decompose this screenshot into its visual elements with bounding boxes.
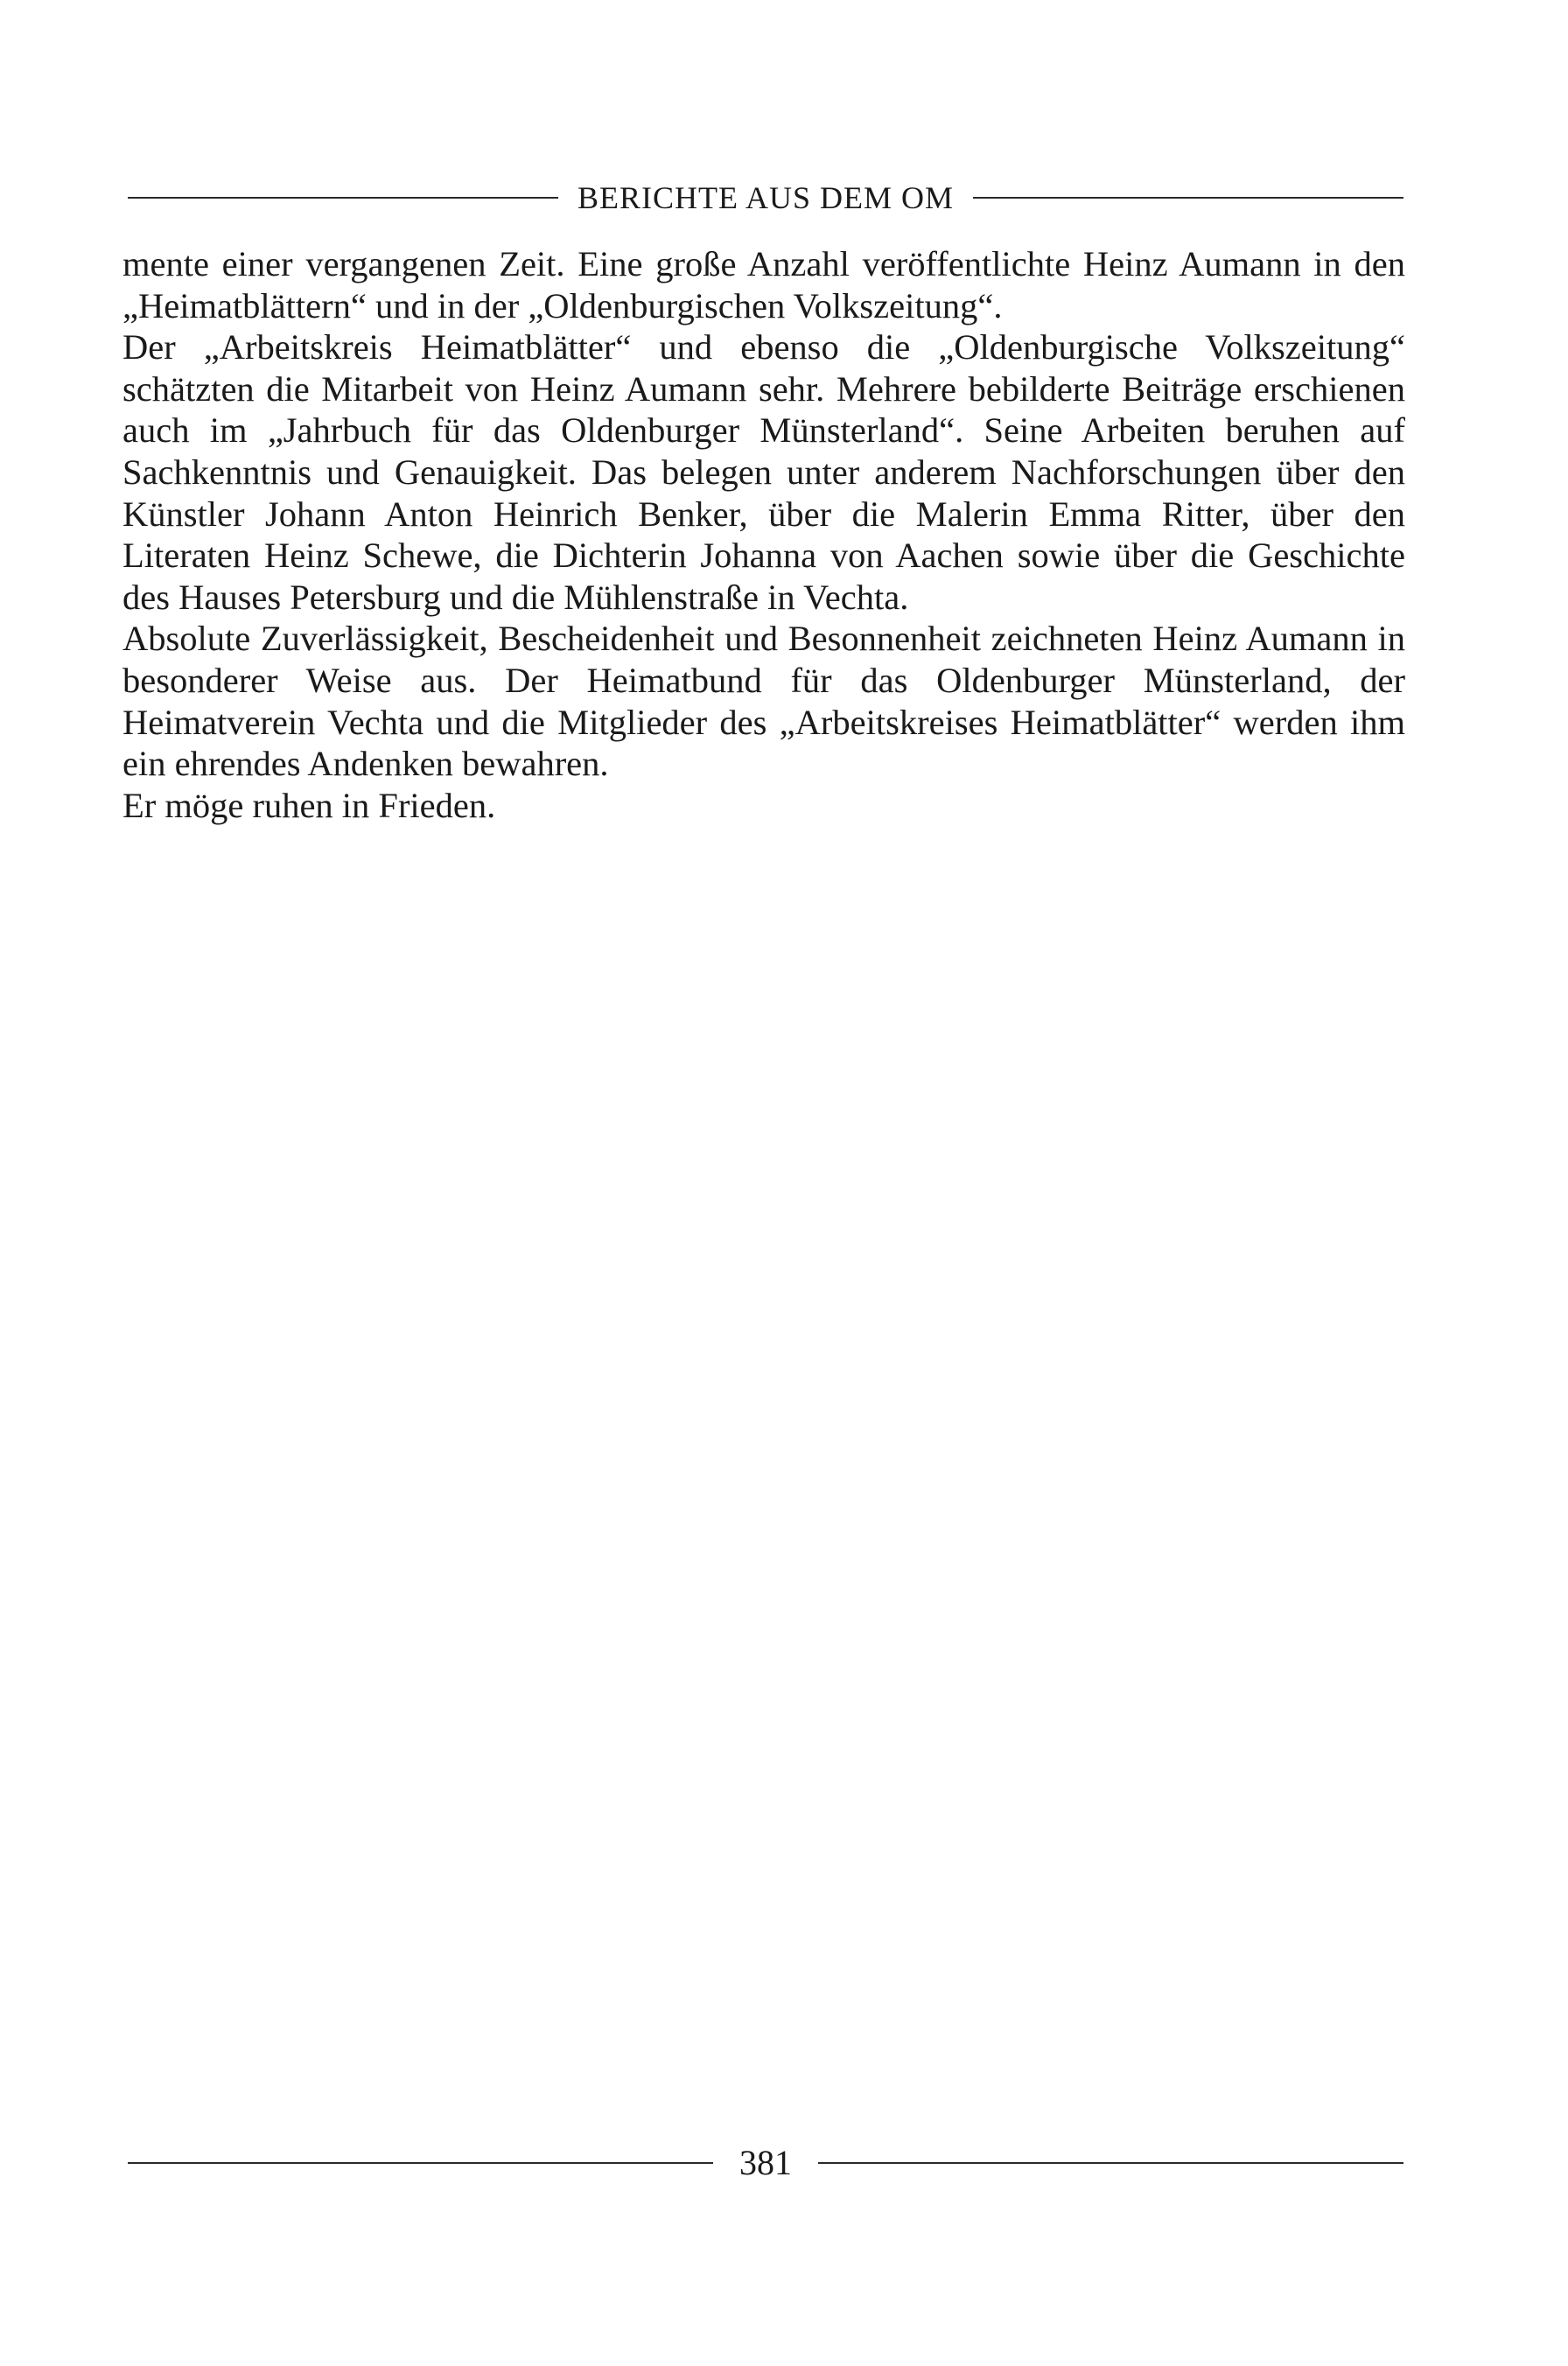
paragraph-4: Er möge ruhen in Frieden. <box>122 785 496 825</box>
header-rule-left <box>128 197 558 199</box>
header-rule-right <box>973 197 1404 199</box>
body-text <box>122 243 1405 826</box>
running-header <box>128 182 1404 214</box>
running-header-title: BERICHTE AUS DEM OM <box>577 180 955 215</box>
page-footer <box>128 2143 1404 2182</box>
paragraph-3: Absolute Zuverlässigkeit, Bescheidenheit und Besonnenheit zeichneten Heinz Aumann in besonderer Weise aus. Der Heimatbund für das Oldenburger Münsterland, der Heimatverein Vechta und die Mitglieder des „Arbeitskreises Heimatblätter“ werden ihm ein ehrendes Andenken bewahren. <box>122 619 1405 784</box>
paragraph-1: mente einer vergangenen Zeit. Eine große Anzahl veröffentlichte Heinz Aumann in den „Heimatblättern“ und in der „Oldenburgischen Volkszeitung“. <box>122 244 1405 326</box>
footer-rule-right <box>818 2162 1404 2164</box>
page-number: 381 <box>739 2143 792 2182</box>
footer-rule-left <box>128 2162 713 2164</box>
paragraph-2: Der „Arbeitskreis Heimatblätter“ und ebenso die „Oldenburgische Volkszeitung“ schätzten die Mitarbeit von Heinz Aumann sehr. Mehrere bebilderte Beiträge erschienen auch im „Jahrbuch für das Oldenburger Münsterland“. Seine Arbeiten beruhen auf Sachkenntnis und Genauigkeit. Das belegen unter anderem Nachforschungen über den Künstler Johann Anton Heinrich Benker, über die Malerin Emma Ritter, über den Literaten Heinz Schewe, die Dichterin Johanna von Aachen sowie über die Geschichte des Hauses Petersburg und die Mühlenstraße in Vechta. <box>122 327 1405 617</box>
